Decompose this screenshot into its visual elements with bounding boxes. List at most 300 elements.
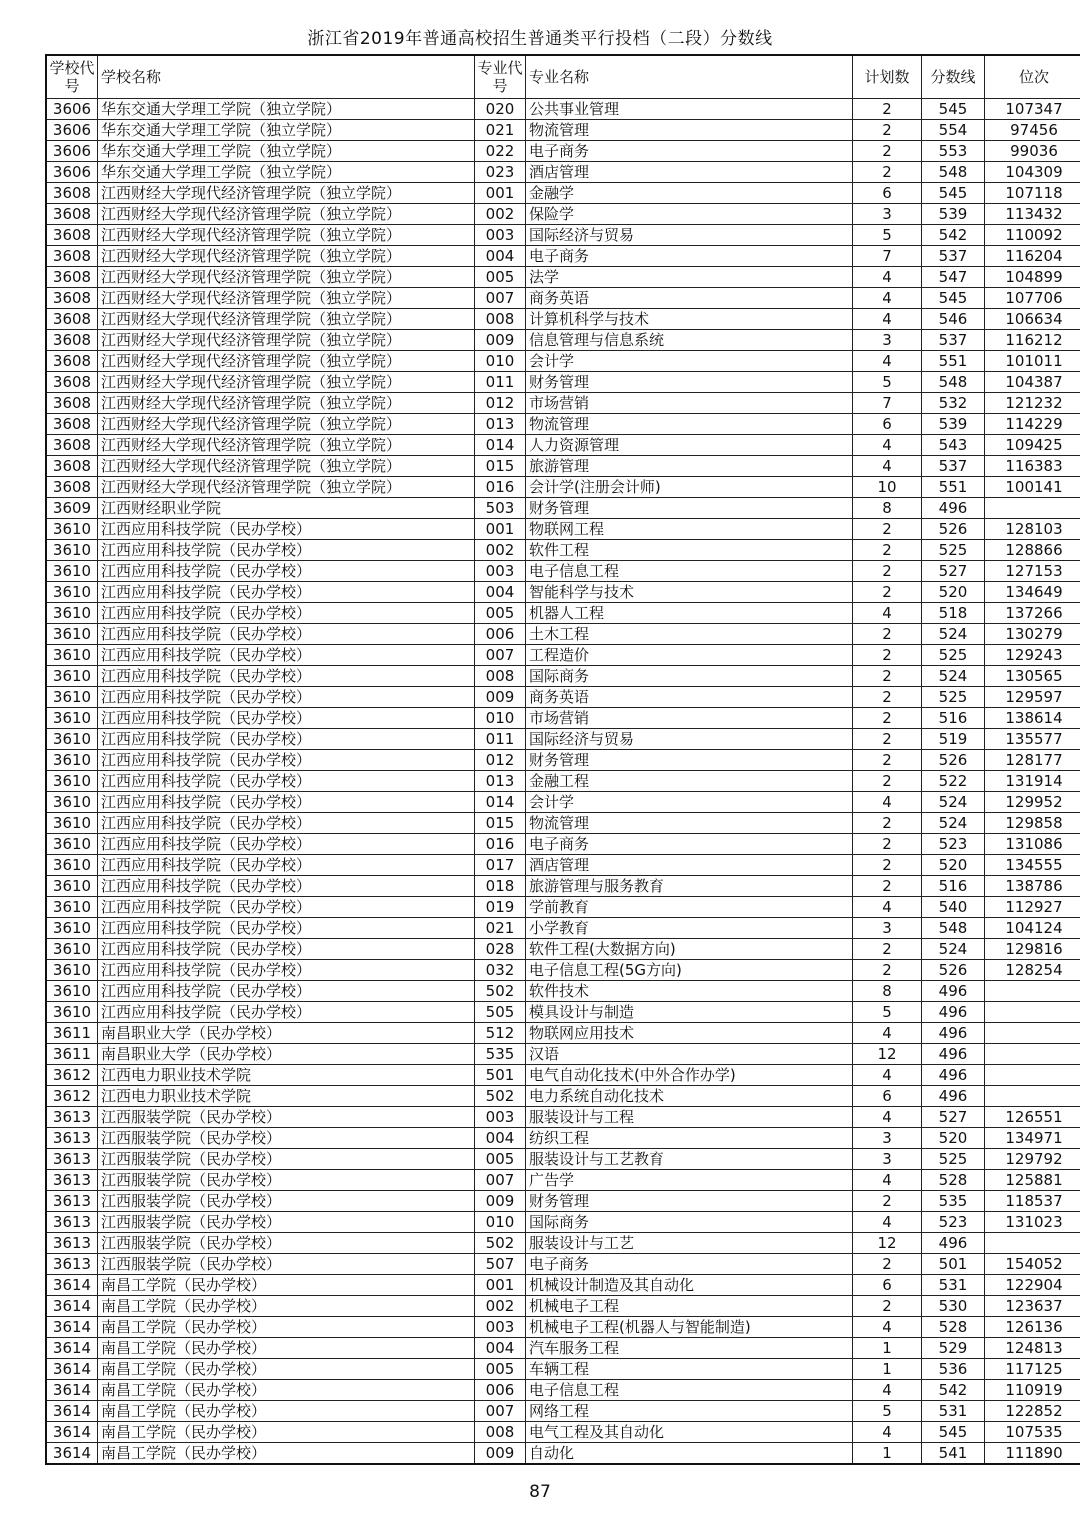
score-cell: 546 <box>922 309 985 330</box>
table-row <box>46 540 1080 561</box>
plan-cell: 2 <box>853 939 922 960</box>
school-name-cell: 南昌工学院（民办学校） <box>98 1317 475 1338</box>
school-name-cell: 江西服装学院（民办学校） <box>98 1170 475 1191</box>
rank-cell: 124813 <box>985 1338 1080 1359</box>
school-name-cell: 江西应用科技学院（民办学校） <box>98 813 475 834</box>
rank-cell: 134649 <box>985 582 1080 603</box>
plan-cell: 2 <box>853 666 922 687</box>
score-cell: 528 <box>922 1170 985 1191</box>
major-name-cell: 模具设计与制造 <box>526 1002 853 1023</box>
major-code-cell: 016 <box>475 834 526 855</box>
school-code-cell: 3608 <box>46 435 98 456</box>
major-code-cell: 007 <box>475 1170 526 1191</box>
table-row <box>46 708 1080 729</box>
rank-cell: 121232 <box>985 393 1080 414</box>
score-cell: 537 <box>922 330 985 351</box>
school-name-cell: 江西应用科技学院（民办学校） <box>98 792 475 813</box>
rank-cell: 135577 <box>985 729 1080 750</box>
plan-cell: 2 <box>853 1191 922 1212</box>
score-cell: 496 <box>922 1002 985 1023</box>
table-row <box>46 960 1080 981</box>
school-code-cell: 3606 <box>46 99 98 120</box>
major-code-cell: 010 <box>475 708 526 729</box>
school-code-cell: 3608 <box>46 309 98 330</box>
major-name-cell: 广告学 <box>526 1170 853 1191</box>
plan-cell: 5 <box>853 1401 922 1422</box>
school-code-cell: 3613 <box>46 1233 98 1254</box>
rank-cell: 123637 <box>985 1296 1080 1317</box>
score-cell: 496 <box>922 498 985 519</box>
rank-cell: 125881 <box>985 1170 1080 1191</box>
major-code-cell: 023 <box>475 162 526 183</box>
table-row <box>46 435 1080 456</box>
school-code-cell: 3608 <box>46 372 98 393</box>
school-name-cell: 江西财经职业学院 <box>98 498 475 519</box>
school-name-cell: 江西应用科技学院（民办学校） <box>98 1002 475 1023</box>
score-cell: 526 <box>922 750 985 771</box>
major-code-cell: 010 <box>475 1212 526 1233</box>
major-code-cell: 003 <box>475 225 526 246</box>
score-cell: 547 <box>922 267 985 288</box>
school-code-cell: 3613 <box>46 1212 98 1233</box>
table-row <box>46 1359 1080 1380</box>
table-row <box>46 1065 1080 1086</box>
table-row <box>46 141 1080 162</box>
table-row <box>46 162 1080 183</box>
score-cell: 496 <box>922 1065 985 1086</box>
school-code-cell: 3610 <box>46 792 98 813</box>
rank-cell: 126136 <box>985 1317 1080 1338</box>
plan-cell: 5 <box>853 225 922 246</box>
major-code-cell: 002 <box>475 204 526 225</box>
plan-cell: 3 <box>853 204 922 225</box>
plan-cell: 12 <box>853 1233 922 1254</box>
table-row <box>46 309 1080 330</box>
plan-cell: 2 <box>853 519 922 540</box>
plan-cell: 2 <box>853 876 922 897</box>
major-code-cell: 014 <box>475 435 526 456</box>
plan-cell: 2 <box>853 540 922 561</box>
school-name-cell: 江西应用科技学院（民办学校） <box>98 981 475 1002</box>
school-code-cell: 3610 <box>46 603 98 624</box>
school-code-cell: 3610 <box>46 540 98 561</box>
rank-cell: 104899 <box>985 267 1080 288</box>
rank-cell <box>985 1023 1080 1044</box>
major-code-cell: 013 <box>475 771 526 792</box>
score-cell: 516 <box>922 708 985 729</box>
score-cell: 529 <box>922 1338 985 1359</box>
rank-cell <box>985 1044 1080 1065</box>
score-cell: 532 <box>922 393 985 414</box>
school-name-cell: 江西应用科技学院（民办学校） <box>98 624 475 645</box>
score-cell: 542 <box>922 225 985 246</box>
major-name-cell: 电子商务 <box>526 141 853 162</box>
major-name-cell: 物流管理 <box>526 414 853 435</box>
score-cell: 535 <box>922 1191 985 1212</box>
major-name-cell: 电子信息工程 <box>526 561 853 582</box>
plan-cell: 6 <box>853 414 922 435</box>
major-code-cell: 006 <box>475 624 526 645</box>
school-code-cell: 3608 <box>46 414 98 435</box>
plan-cell: 2 <box>853 1254 922 1275</box>
school-name-cell: 南昌职业大学（民办学校） <box>98 1044 475 1065</box>
table-row <box>46 120 1080 141</box>
plan-cell: 1 <box>853 1443 922 1465</box>
school-code-cell: 3610 <box>46 666 98 687</box>
major-name-cell: 软件工程 <box>526 540 853 561</box>
score-cell: 537 <box>922 246 985 267</box>
major-code-cell: 001 <box>475 183 526 204</box>
major-code-cell: 535 <box>475 1044 526 1065</box>
plan-cell: 2 <box>853 855 922 876</box>
school-code-cell: 3610 <box>46 855 98 876</box>
school-code-cell: 3606 <box>46 120 98 141</box>
rank-cell: 104309 <box>985 162 1080 183</box>
plan-cell: 4 <box>853 1065 922 1086</box>
school-code-cell: 3610 <box>46 750 98 771</box>
school-code-cell: 3610 <box>46 771 98 792</box>
table-row <box>46 1296 1080 1317</box>
score-cell: 536 <box>922 1359 985 1380</box>
rank-cell: 110092 <box>985 225 1080 246</box>
rank-cell: 122904 <box>985 1275 1080 1296</box>
rank-cell <box>985 1065 1080 1086</box>
major-code-cell: 022 <box>475 141 526 162</box>
plan-cell: 4 <box>853 897 922 918</box>
major-code-cell: 502 <box>475 1086 526 1107</box>
plan-cell: 12 <box>853 1044 922 1065</box>
school-code-cell: 3613 <box>46 1128 98 1149</box>
school-code-cell: 3606 <box>46 141 98 162</box>
major-code-cell: 002 <box>475 540 526 561</box>
plan-cell: 4 <box>853 1422 922 1443</box>
school-name-cell: 江西应用科技学院（民办学校） <box>98 729 475 750</box>
table-row <box>46 897 1080 918</box>
school-name-cell: 华东交通大学理工学院（独立学院） <box>98 120 475 141</box>
score-cell: 496 <box>922 1044 985 1065</box>
table-row <box>46 666 1080 687</box>
school-name-cell: 南昌工学院（民办学校） <box>98 1296 475 1317</box>
plan-cell: 2 <box>853 960 922 981</box>
school-name-cell: 南昌工学院（民办学校） <box>98 1380 475 1401</box>
table-row <box>46 750 1080 771</box>
school-code-cell: 3608 <box>46 330 98 351</box>
major-code-cell: 005 <box>475 603 526 624</box>
major-code-cell: 032 <box>475 960 526 981</box>
major-name-cell: 网络工程 <box>526 1401 853 1422</box>
plan-cell: 8 <box>853 498 922 519</box>
table-row <box>46 267 1080 288</box>
major-code-cell: 501 <box>475 1065 526 1086</box>
school-name-cell: 江西电力职业技术学院 <box>98 1086 475 1107</box>
score-cell: 548 <box>922 918 985 939</box>
rank-cell: 117125 <box>985 1359 1080 1380</box>
rank-cell: 130279 <box>985 624 1080 645</box>
major-code-cell: 015 <box>475 813 526 834</box>
rank-cell: 128103 <box>985 519 1080 540</box>
major-name-cell: 机械电子工程 <box>526 1296 853 1317</box>
rank-cell: 107347 <box>985 99 1080 120</box>
major-code-cell: 502 <box>475 1233 526 1254</box>
plan-cell: 2 <box>853 687 922 708</box>
rank-cell: 114229 <box>985 414 1080 435</box>
school-name-cell: 江西应用科技学院（民办学校） <box>98 582 475 603</box>
major-name-cell: 电子信息工程 <box>526 1380 853 1401</box>
table-row <box>46 855 1080 876</box>
score-cell: 525 <box>922 540 985 561</box>
rank-cell: 97456 <box>985 120 1080 141</box>
score-cell: 545 <box>922 288 985 309</box>
plan-cell: 4 <box>853 1170 922 1191</box>
table-header-row <box>46 55 1080 99</box>
plan-cell: 4 <box>853 1107 922 1128</box>
major-name-cell: 电子商务 <box>526 246 853 267</box>
major-name-cell: 国际商务 <box>526 1212 853 1233</box>
table-row <box>46 183 1080 204</box>
major-code-cell: 021 <box>475 120 526 141</box>
rank-cell: 104387 <box>985 372 1080 393</box>
major-code-cell: 015 <box>475 456 526 477</box>
rank-cell: 134555 <box>985 855 1080 876</box>
rank-cell <box>985 981 1080 1002</box>
table-row <box>46 1128 1080 1149</box>
table-row <box>46 1086 1080 1107</box>
major-name-cell: 电气工程及其自动化 <box>526 1422 853 1443</box>
school-code-cell: 3610 <box>46 981 98 1002</box>
table-row <box>46 1275 1080 1296</box>
plan-cell: 4 <box>853 351 922 372</box>
school-code-cell: 3606 <box>46 162 98 183</box>
school-name-cell: 江西财经大学现代经济管理学院（独立学院） <box>98 204 475 225</box>
major-code-cell: 007 <box>475 645 526 666</box>
school-name-cell: 江西服装学院（民办学校） <box>98 1107 475 1128</box>
major-name-cell: 会计学 <box>526 792 853 813</box>
rank-cell: 131086 <box>985 834 1080 855</box>
plan-cell: 6 <box>853 1086 922 1107</box>
table-row <box>46 1338 1080 1359</box>
rank-cell: 104124 <box>985 918 1080 939</box>
rank-cell: 131914 <box>985 771 1080 792</box>
plan-cell: 2 <box>853 162 922 183</box>
major-code-cell: 009 <box>475 687 526 708</box>
school-name-cell: 江西应用科技学院（民办学校） <box>98 855 475 876</box>
major-name-cell: 软件技术 <box>526 981 853 1002</box>
score-cell: 525 <box>922 687 985 708</box>
major-name-cell: 保险学 <box>526 204 853 225</box>
plan-cell: 4 <box>853 792 922 813</box>
score-cell: 537 <box>922 456 985 477</box>
school-name-cell: 江西应用科技学院（民办学校） <box>98 540 475 561</box>
major-name-cell: 计算机科学与技术 <box>526 309 853 330</box>
major-name-cell: 服装设计与工艺 <box>526 1233 853 1254</box>
major-name-cell: 电子信息工程(5G方向) <box>526 960 853 981</box>
score-cell: 545 <box>922 183 985 204</box>
plan-cell: 4 <box>853 1380 922 1401</box>
plan-cell: 2 <box>853 624 922 645</box>
plan-cell: 2 <box>853 771 922 792</box>
major-code-cell: 012 <box>475 750 526 771</box>
table-row <box>46 288 1080 309</box>
table-row <box>46 1149 1080 1170</box>
school-name-cell: 江西财经大学现代经济管理学院（独立学院） <box>98 267 475 288</box>
page-number: 87 <box>529 1482 551 1502</box>
major-code-cell: 013 <box>475 414 526 435</box>
table-row <box>46 1002 1080 1023</box>
table-row <box>46 1191 1080 1212</box>
major-code-cell: 503 <box>475 498 526 519</box>
score-cell: 524 <box>922 624 985 645</box>
plan-cell: 10 <box>853 477 922 498</box>
score-cell: 545 <box>922 99 985 120</box>
major-name-cell: 公共事业管理 <box>526 99 853 120</box>
score-cell: 545 <box>922 1422 985 1443</box>
major-name-cell: 酒店管理 <box>526 162 853 183</box>
major-code-cell: 003 <box>475 1317 526 1338</box>
school-code-cell: 3614 <box>46 1401 98 1422</box>
plan-cell: 7 <box>853 393 922 414</box>
school-name-cell: 江西服装学院（民办学校） <box>98 1149 475 1170</box>
school-name-cell: 江西财经大学现代经济管理学院（独立学院） <box>98 372 475 393</box>
table-row <box>46 813 1080 834</box>
major-name-cell: 市场营销 <box>526 708 853 729</box>
school-name-cell: 江西应用科技学院（民办学校） <box>98 960 475 981</box>
school-name-cell: 江西服装学院（民办学校） <box>98 1191 475 1212</box>
table-row <box>46 1233 1080 1254</box>
table-row <box>46 1317 1080 1338</box>
major-name-cell: 金融学 <box>526 183 853 204</box>
rank-cell: 129816 <box>985 939 1080 960</box>
major-name-cell: 车辆工程 <box>526 1359 853 1380</box>
major-code-cell: 004 <box>475 246 526 267</box>
table-row <box>46 1023 1080 1044</box>
major-name-cell: 物联网工程 <box>526 519 853 540</box>
major-code-cell: 008 <box>475 309 526 330</box>
major-name-cell: 旅游管理与服务教育 <box>526 876 853 897</box>
score-cell: 520 <box>922 582 985 603</box>
major-name-cell: 法学 <box>526 267 853 288</box>
rank-cell: 107706 <box>985 288 1080 309</box>
school-code-cell: 3614 <box>46 1443 98 1465</box>
school-code-cell: 3610 <box>46 897 98 918</box>
table-row <box>46 582 1080 603</box>
rank-cell: 107118 <box>985 183 1080 204</box>
school-code-cell: 3608 <box>46 225 98 246</box>
major-name-cell: 金融工程 <box>526 771 853 792</box>
school-code-cell: 3610 <box>46 645 98 666</box>
rank-cell <box>985 1086 1080 1107</box>
major-code-cell: 001 <box>475 519 526 540</box>
major-name-cell: 会计学 <box>526 351 853 372</box>
plan-cell: 1 <box>853 1359 922 1380</box>
school-code-cell: 3610 <box>46 813 98 834</box>
school-code-cell: 3610 <box>46 1002 98 1023</box>
school-name-cell: 江西应用科技学院（民办学校） <box>98 519 475 540</box>
plan-cell: 5 <box>853 1002 922 1023</box>
plan-cell: 2 <box>853 834 922 855</box>
plan-cell: 4 <box>853 309 922 330</box>
score-cell: 501 <box>922 1254 985 1275</box>
school-name-cell: 江西财经大学现代经济管理学院（独立学院） <box>98 183 475 204</box>
table-row <box>46 204 1080 225</box>
table-row <box>46 414 1080 435</box>
major-name-cell: 财务管理 <box>526 750 853 771</box>
school-name-cell: 江西服装学院（民办学校） <box>98 1233 475 1254</box>
table-row <box>46 1422 1080 1443</box>
plan-cell: 2 <box>853 99 922 120</box>
major-name-cell: 电力系统自动化技术 <box>526 1086 853 1107</box>
major-name-cell: 工程造价 <box>526 645 853 666</box>
school-code-cell: 3613 <box>46 1254 98 1275</box>
school-name-cell: 江西财经大学现代经济管理学院（独立学院） <box>98 393 475 414</box>
major-code-cell: 003 <box>475 561 526 582</box>
major-name-cell: 机械设计制造及其自动化 <box>526 1275 853 1296</box>
major-code-cell: 008 <box>475 666 526 687</box>
school-name-cell: 南昌工学院（民办学校） <box>98 1338 475 1359</box>
table-row <box>46 1401 1080 1422</box>
table-row <box>46 834 1080 855</box>
major-code-cell: 001 <box>475 1275 526 1296</box>
major-name-cell: 旅游管理 <box>526 456 853 477</box>
major-name-cell: 物联网应用技术 <box>526 1023 853 1044</box>
header-rank: 位次 <box>985 55 1080 99</box>
school-code-cell: 3610 <box>46 939 98 960</box>
school-name-cell: 江西财经大学现代经济管理学院（独立学院） <box>98 288 475 309</box>
school-name-cell: 江西应用科技学院（民办学校） <box>98 918 475 939</box>
table-row <box>46 624 1080 645</box>
plan-cell: 2 <box>853 141 922 162</box>
score-cell: 553 <box>922 141 985 162</box>
school-name-cell: 江西服装学院（民办学校） <box>98 1212 475 1233</box>
score-cell: 548 <box>922 372 985 393</box>
rank-cell: 154052 <box>985 1254 1080 1275</box>
major-code-cell: 011 <box>475 372 526 393</box>
rank-cell: 134971 <box>985 1128 1080 1149</box>
score-cell: 540 <box>922 897 985 918</box>
school-code-cell: 3608 <box>46 246 98 267</box>
major-code-cell: 005 <box>475 1149 526 1170</box>
score-cell: 543 <box>922 435 985 456</box>
header-score: 分数线 <box>922 55 985 99</box>
school-name-cell: 江西财经大学现代经济管理学院（独立学院） <box>98 225 475 246</box>
table-row <box>46 645 1080 666</box>
rank-cell: 127153 <box>985 561 1080 582</box>
school-code-cell: 3611 <box>46 1044 98 1065</box>
rank-cell <box>985 1233 1080 1254</box>
major-code-cell: 002 <box>475 1296 526 1317</box>
major-code-cell: 020 <box>475 99 526 120</box>
plan-cell: 2 <box>853 729 922 750</box>
major-name-cell: 人力资源管理 <box>526 435 853 456</box>
score-cell: 496 <box>922 1023 985 1044</box>
major-code-cell: 018 <box>475 876 526 897</box>
major-code-cell: 003 <box>475 1107 526 1128</box>
major-code-cell: 005 <box>475 267 526 288</box>
school-name-cell: 南昌工学院（民办学校） <box>98 1275 475 1296</box>
header-school-code: 学校代号 <box>46 55 98 99</box>
school-name-cell: 江西应用科技学院（民办学校） <box>98 876 475 897</box>
major-name-cell: 信息管理与信息系统 <box>526 330 853 351</box>
school-code-cell: 3608 <box>46 393 98 414</box>
major-code-cell: 004 <box>475 1128 526 1149</box>
major-name-cell: 财务管理 <box>526 498 853 519</box>
school-code-cell: 3611 <box>46 1023 98 1044</box>
score-cell: 496 <box>922 981 985 1002</box>
major-name-cell: 酒店管理 <box>526 855 853 876</box>
school-code-cell: 3612 <box>46 1065 98 1086</box>
major-code-cell: 005 <box>475 1359 526 1380</box>
school-name-cell: 江西应用科技学院（民办学校） <box>98 897 475 918</box>
school-name-cell: 江西财经大学现代经济管理学院（独立学院） <box>98 309 475 330</box>
